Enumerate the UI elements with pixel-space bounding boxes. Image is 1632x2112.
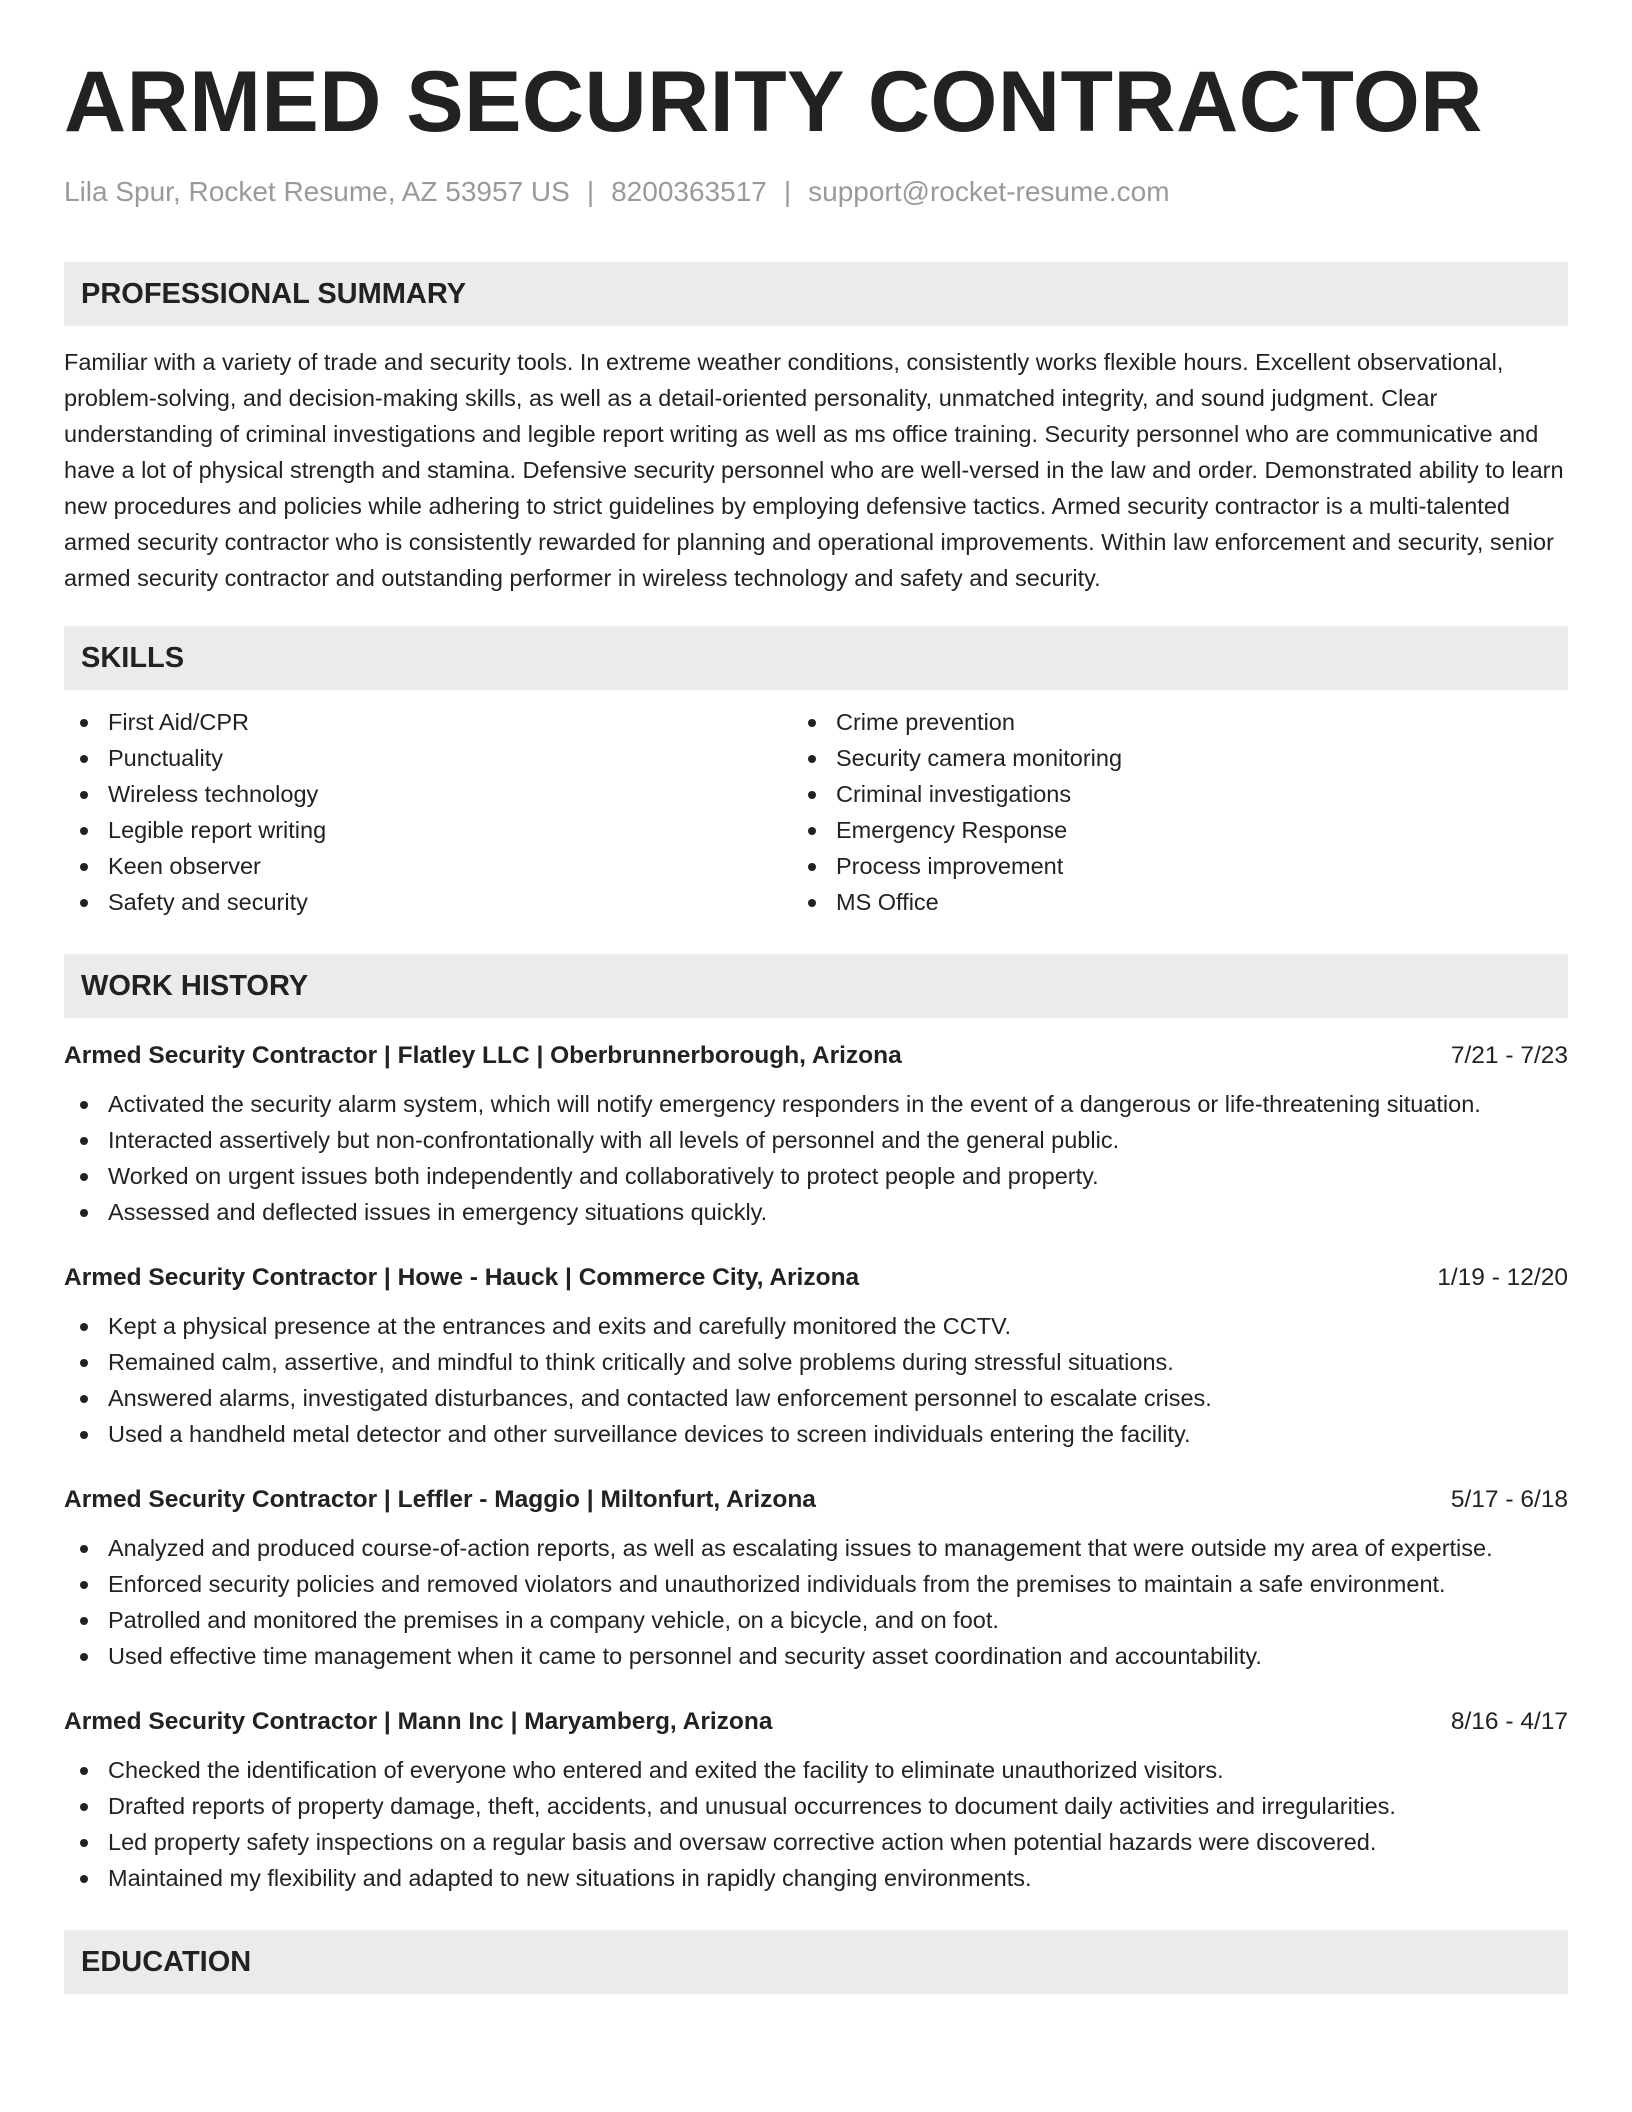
contact-address: Lila Spur, Rocket Resume, AZ 53957 US (64, 176, 570, 207)
contact-separator: | (783, 176, 792, 207)
job-entry (64, 1038, 1568, 1230)
skill-item: Crime prevention (806, 704, 1558, 740)
section-heading-work-history: WORK HISTORY (64, 954, 1568, 1018)
skill-item: Punctuality (64, 740, 816, 776)
job-bullets (64, 1308, 1568, 1452)
job-bullet: Used effective time management when it came to personnel and security asset coordination and accountability. (64, 1638, 1568, 1674)
job-title: Armed Security Contractor | Howe - Hauck | Commerce City, Arizona (64, 1264, 860, 1291)
job-bullet: Worked on urgent issues both independently and collaboratively to protect people and property. (64, 1158, 1568, 1194)
job-bullet: Checked the identification of everyone who entered and exited the facility to eliminate unauthorized visitors. (64, 1752, 1568, 1788)
job-bullet: Maintained my flexibility and adapted to new situations in rapidly changing environments. (64, 1860, 1568, 1896)
resume-name: ARMED SECURITY CONTRACTOR (64, 54, 1483, 150)
job-bullet: Activated the security alarm system, which will notify emergency responders in the event of a dangerous or life-threatening situation. (64, 1086, 1568, 1122)
job-dates: 7/21 - 7/23 (1450, 1042, 1568, 1069)
job-bullet: Answered alarms, investigated disturbances, and contacted law enforcement personnel to escalate crises. (64, 1380, 1568, 1416)
contact-email: support@rocket-resume.com (808, 176, 1170, 207)
skill-item: Criminal investigations (806, 776, 1558, 812)
contact-separator: | (586, 176, 595, 207)
skill-item: Safety and security (64, 884, 816, 920)
job-bullet: Assessed and deflected issues in emergency situations quickly. (64, 1194, 1568, 1230)
job-bullets (64, 1530, 1568, 1674)
job-bullet: Remained calm, assertive, and mindful to think critically and solve problems during stressful situations. (64, 1344, 1568, 1380)
summary-text: Familiar with a variety of trade and security tools. In extreme weather conditions, consistently works flexible hours. Excellent observational, problem-solving, and decision-making skills, as well as a detail-oriented personality, unmatched integrity, and sound judgment. Clear understanding of criminal investigations and legible report writing as well as ms office training. Security personnel who are communicative and have a lot of physical strength and stamina. Defensive security personnel who are well-versed in the law and order. Demonstrated ability to learn new procedures and policies while adhering to strict guidelines by employing defensive tactics. Armed security contractor is a multi-talented armed security contractor who is consistently rewarded for planning and operational improvements. Within law enforcement and security, senior armed security contractor and outstanding performer in wireless technology and safety and security. (64, 349, 1564, 591)
skill-item: Keen observer (64, 848, 816, 884)
job-bullet: Interacted assertively but non-confrontationally with all levels of personnel and the general public. (64, 1122, 1568, 1158)
skills-column-left (64, 704, 816, 920)
skill-item: Security camera monitoring (806, 740, 1558, 776)
job-bullet: Kept a physical presence at the entrances and exits and carefully monitored the CCTV. (64, 1308, 1568, 1344)
job-title: Armed Security Contractor | Leffler - Maggio | Miltonfurt, Arizona (64, 1486, 816, 1513)
section-heading-education: EDUCATION (64, 1930, 1568, 1994)
section-heading-skills: SKILLS (64, 626, 1568, 690)
skills-column-right (806, 704, 1558, 920)
job-bullet: Used a handheld metal detector and other surveillance devices to screen individuals entering the facility. (64, 1416, 1568, 1452)
contact-phone: 8200363517 (611, 176, 767, 207)
job-header (64, 1482, 1568, 1518)
job-title: Armed Security Contractor | Flatley LLC | Oberbrunnerborough, Arizona (64, 1042, 902, 1069)
skill-item: Process improvement (806, 848, 1558, 884)
job-header (64, 1260, 1568, 1296)
skill-item: Emergency Response (806, 812, 1558, 848)
skill-item: MS Office (806, 884, 1558, 920)
section-heading-summary: PROFESSIONAL SUMMARY (64, 262, 1568, 326)
job-title: Armed Security Contractor | Mann Inc | Maryamberg, Arizona (64, 1708, 773, 1735)
skills-list (64, 704, 1568, 920)
job-bullets (64, 1752, 1568, 1896)
skill-item: First Aid/CPR (64, 704, 816, 740)
job-bullet: Analyzed and produced course-of-action reports, as well as escalating issues to management that were outside my area of expertise. (64, 1530, 1568, 1566)
job-header (64, 1038, 1568, 1074)
job-entry (64, 1482, 1568, 1674)
job-entry (64, 1704, 1568, 1896)
job-bullets (64, 1086, 1568, 1230)
job-dates: 5/17 - 6/18 (1450, 1486, 1568, 1513)
job-bullet: Patrolled and monitored the premises in a company vehicle, on a bicycle, and on foot. (64, 1602, 1568, 1638)
job-dates: 8/16 - 4/17 (1450, 1708, 1568, 1735)
job-entry (64, 1260, 1568, 1452)
job-bullet: Led property safety inspections on a regular basis and oversaw corrective action when potential hazards were discovered. (64, 1824, 1568, 1860)
skill-item: Wireless technology (64, 776, 816, 812)
job-header (64, 1704, 1568, 1740)
skill-item: Legible report writing (64, 812, 816, 848)
contact-line (64, 174, 1568, 210)
job-bullet: Drafted reports of property damage, theft, accidents, and unusual occurrences to document daily activities and irregularities. (64, 1788, 1568, 1824)
job-dates: 1/19 - 12/20 (1437, 1264, 1568, 1291)
job-bullet: Enforced security policies and removed violators and unauthorized individuals from the premises to maintain a safe environment. (64, 1566, 1568, 1602)
